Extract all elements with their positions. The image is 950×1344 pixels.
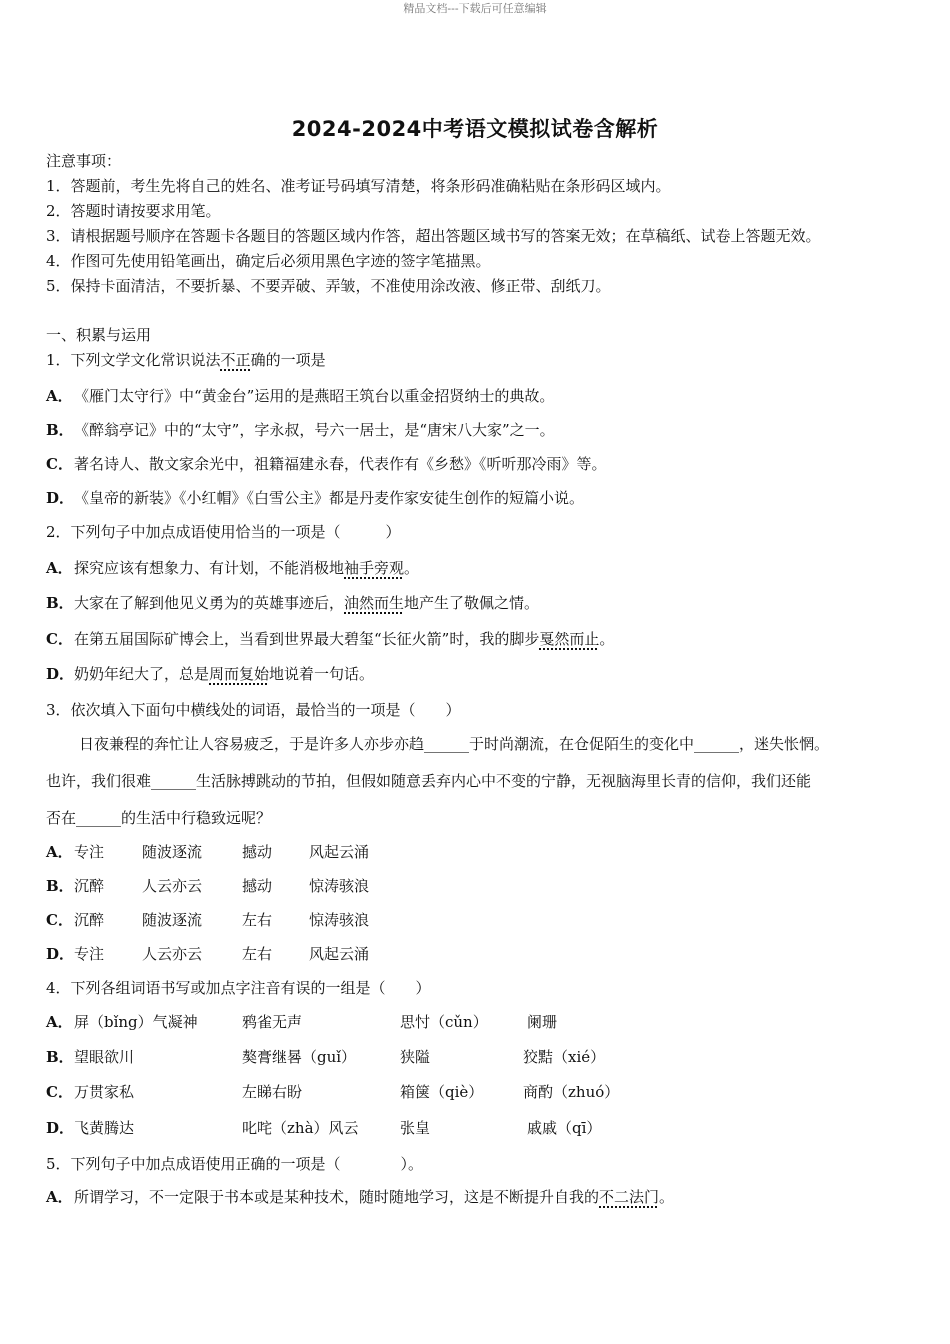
notice-item: 4．作图可先使用铅笔画出，确定后必须用黑色字迹的签字笔描黑。 [46,252,491,270]
q4-option-d: D． 飞黄腾达 叱咤（zhà）风云 张皇 戚戚（qī） [46,1119,602,1137]
notice-item: 5．保持卡面清洁，不要折暴、不要弄破、弄皱，不准使用涂改液、修正带、刮纸刀。 [46,277,611,295]
document-title: 2024-2024中考语文模拟试卷含解析 [291,117,659,141]
q1-option-c: C．著名诗人、散文家余光中，祖籍福建永春，代表作有《乡愁》《听听那冷雨》等。 [46,455,607,473]
question-5-stem: 5．下列句子中加点成语使用正确的一项是（ ）。 [46,1155,424,1173]
q3-passage-line: 日夜兼程的奔忙让人容易疲乏，于是许多人亦步亦趋______于时尚潮流，在仓促陌生的变化中______，迷失怅惘。 [79,735,830,753]
section-heading: 一、积累与运用 [46,326,152,344]
q3-option-a: A． 专注 随波逐流 撼动 风起云涌 [46,843,370,861]
q3-passage-line: 也许，我们很难______生活脉搏跳动的节拍，但假如随意丢弃内心中不变的宁静，无视脑海里长青的信仰，我们还能 [46,772,812,790]
q2-option-d: D．奶奶年纪大了，总是周而复始地说着一句话。 [46,665,375,683]
q2-option-b: B．大家在了解到他见义勇为的英雄事迹后，油然而生地产生了敬佩之情。 [46,594,540,612]
emphasized-idiom: 油然而生 [344,594,405,612]
notice-item: 2．答题时请按要求用笔。 [46,202,221,220]
question-3-stem: 3．依次填入下面句中横线处的词语，最恰当的一项是（ ） [46,701,461,719]
q3-option-c: C． 沉醉 随波逐流 左右 惊涛骇浪 [46,911,370,929]
notice-item: 3．请根据题号顺序在答题卡各题目的答题区域内作答，超出答题区域书写的答案无效；在草稿纸、试卷上答题无效。 [46,227,821,245]
q3-passage-line: 否在______的生活中行稳致远呢？ [46,809,272,827]
question-1-stem: 1．下列文学文化常识说法不正确的一项是 [46,351,326,369]
q4-option-c: C． 万贯家私 左睇右盼 箱箧（qiè） 商酌（zhuó） [46,1083,620,1101]
emphasized-idiom: 袖手旁观 [344,559,405,577]
notice-heading: 注意事项： [46,152,122,170]
notice-item: 1．答题前，考生先将自己的姓名、准考证号码填写清楚，将条形码准确粘贴在条形码区域内。 [46,177,671,195]
q1-option-a: A．《雁门太守行》中“黄金台”运用的是燕昭王筑台以重金招贤纳士的典故。 [46,387,555,405]
question-4-stem: 4．下列各组词语书写或加点字注音有误的一组是（ ） [46,979,431,997]
q5-option-a: A．所谓学习，不一定限于书本或是某种技术，随时随地学习，这是不断提升自我的不二法门。 [46,1188,675,1206]
q4-option-b: B． 望眼欲川 獒膏继晷（guǐ） 狭隘 狡黠（xié） [46,1048,606,1066]
q1-option-d: D．《皇帝的新装》《小红帽》《白雪公主》都是丹麦作家安徒生创作的短篇小说。 [46,489,585,507]
q4-option-a: A． 屏（bǐng）气凝神 鸦雀无声 思忖（cǔn） 阑珊 [46,1013,558,1031]
emphasis-mark: 不正 [220,351,251,369]
emphasized-idiom: 不二法门 [599,1188,660,1206]
emphasized-idiom: 戛然而止 [539,630,600,648]
watermark: 精品文档---下载后可任意编辑 [403,2,547,15]
emphasized-idiom: 周而复始 [209,665,270,683]
question-2-stem: 2．下列句子中加点成语使用恰当的一项是（ ） [46,523,401,541]
q3-option-b: B． 沉醉 人云亦云 撼动 惊涛骇浪 [46,877,370,895]
q1-option-b: B．《醉翁亭记》中的“太守”，字永叔，号六一居士，是“唐宋八大家”之一。 [46,421,555,439]
q2-option-a: A．探究应该有想象力、有计划，不能消极地袖手旁观。 [46,559,420,577]
q2-option-c: C．在第五届国际矿博会上，当看到世界最大碧玺“长征火箭”时，我的脚步戛然而止。 [46,630,615,648]
q3-option-d: D． 专注 人云亦云 左右 风起云涌 [46,945,370,963]
